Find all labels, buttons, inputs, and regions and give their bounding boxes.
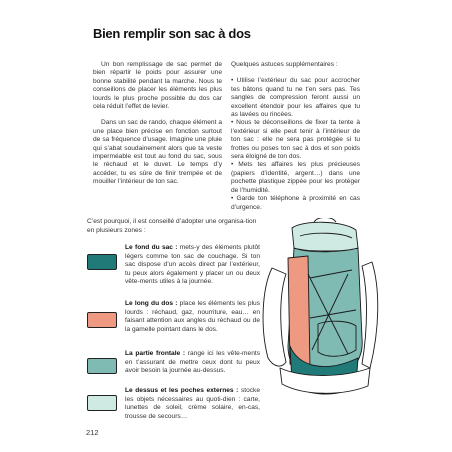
- tip-bullet: • Utilise l’extérieur du sac pour accrocher tes bâtons quand tu ne t’en sers pas. Tes sangles de compression feront aussi un excellent étendoir pour les affaires que tu as lavées ou rincées.: [231, 77, 360, 119]
- right-column: [231, 61, 360, 212]
- zone-label: Le long du dos :: [125, 300, 178, 307]
- paragraph: Dans un sac de rando, chaque élément a une place bien précise en fonction surtout de sa fréquence d’usage. Imagine une pluie qui s’abat soudainement alors que ta veste imperméable est tout au fond du sac, sous le réchaud et le duvet. Le temps d’y accéder, tu es sûre de finir trempée et de mouiller l’intérieur de ton sac.: [93, 119, 222, 186]
- zone-color-swatch: [87, 254, 117, 270]
- tip-bullet: • Nous te déconseillons de fixer ta tente à l’extérieur si elle peut tenir à l’intérieur de ton sac : elle ne sera pas protégée si tu frottes ou poses ton sac à dos et son poids sera éloigné de ton dos.: [231, 119, 360, 161]
- page-number: 212: [86, 428, 99, 437]
- zone-description: [125, 387, 260, 421]
- zones-intro: C’est pourquoi, il est conseillé d’adopter une organisa-tion en plusieurs zones :: [87, 218, 257, 234]
- zone-color-swatch: [87, 358, 117, 374]
- page-title: Bien remplir son sac à dos: [93, 26, 251, 41]
- tip-bullet: • Mets tes affaires les plus précieuses (papiers d’identité, argent…) dans une pochette plastique zippée pour les protéger de l’humidité.: [231, 161, 360, 194]
- zone-text: range ici les vête-ments en t’assurant de mettre ceux dont tu peux avoir besoin la journée au-dessus.: [125, 350, 260, 375]
- left-column: [93, 61, 222, 195]
- shoulder-strap: [263, 268, 286, 366]
- zone-color-swatch: [87, 395, 117, 411]
- tip-bullet: • Garde ton téléphone à proximité en cas d’urgence.: [231, 195, 360, 211]
- shoulder-strap: [362, 262, 378, 368]
- zone-description: [125, 300, 260, 334]
- zone-label: Le dessus et les poches externes :: [125, 387, 239, 394]
- zone-text: stocke les objets nécessaires au quoti-dien : carte, lunettes de soleil, crème solaire, en-cas, trousse de secours…: [125, 387, 260, 420]
- handle: [314, 218, 336, 222]
- backpack-illustration: [252, 218, 382, 418]
- tips-intro: Quelques astuces supplémentaires :: [231, 61, 338, 68]
- zone-text: mets-y des éléments plutôt légers comme ton sac de couchage. Si ton sac dispose d’un accès direct par l’extérieur, tu peux alors également y placer un ou deux vête-ments utiles à la journée.: [125, 244, 260, 286]
- zone-color-swatch: [87, 312, 117, 328]
- zone-description: [125, 244, 260, 287]
- zone-label: La partie frontale :: [125, 350, 186, 357]
- paragraph: Un bon remplissage de sac permet de bien répartir le poids pour assurer une bonne stabilité pendant la marche. Nous te conseillons de placer les éléments les plus lourds le plus proche possible du dos car cela réduit l’effet de levier.: [93, 61, 222, 111]
- zone-label: Le fond du sac :: [125, 244, 178, 251]
- zone-description: [125, 350, 260, 376]
- zone-text: place les éléments les plus lourds : réchaud, gaz, nourriture, eau… en faisant attention aux angles du réchaud ou de la gamelle pointant dans le dos.: [125, 300, 260, 333]
